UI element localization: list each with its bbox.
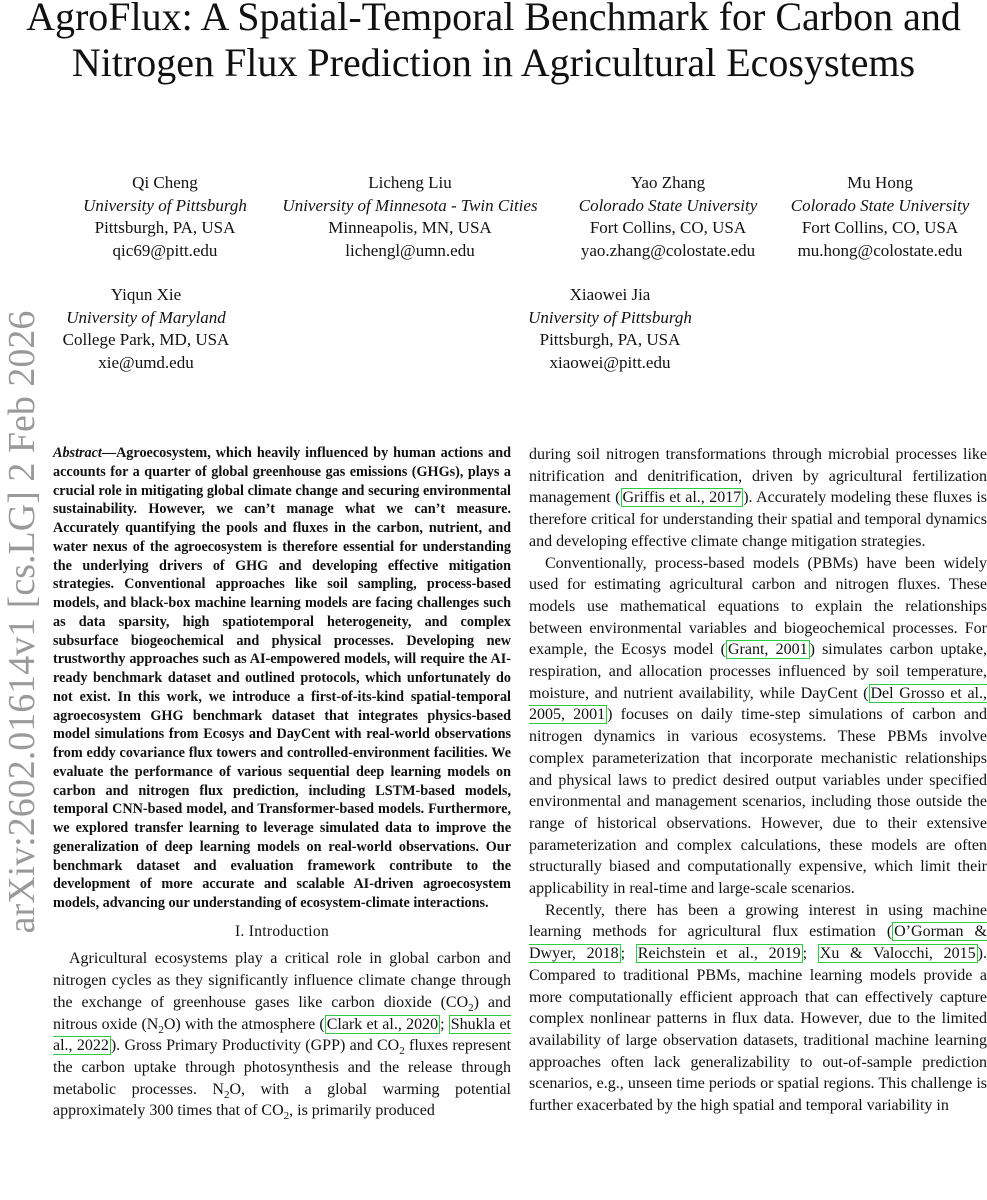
right-column: [529, 444, 987, 1117]
section-heading: I. Introduction: [234, 922, 330, 940]
body-paragraph: Conventionally, process-based models (PBMs) have been widely used for estimating agricultural carbon and nitrogen fluxes. These models use mathematical equations to explain the relationships between environmental variables and biogeochemical processes. For example, the Ecosys model ( Grant, 2001 ) simulates carbon uptake, respiration, and allocation processes influenced by soil temperature, moisture, and nutrient availability, while DayCent ( Del Grosso et al., 2005, 2001 ) focuses on daily time-step simulations of carbon and nitrogen dynamics in various ecosystems. These PBMs involve complex parameterization that incorporate mechanistic relationships and physical laws to predict desired output variables under specified environmental and management scenarios, including those outside the range of historical observations. However, due to their extensive parameterization and complex calculations, these models are often structurally biased and computationally expensive, which limit their applicability in real-time and large-scale scenarios.: [529, 554, 987, 898]
author-affiliation: Colorado State University: [790, 195, 970, 215]
citation-link[interactable]: O’Gorman & Dwyer, 2018: [529, 923, 987, 963]
author-affiliation: University of Minnesota - Twin Cities: [282, 195, 538, 215]
author-block: [566, 172, 770, 262]
author-block: [60, 172, 270, 262]
abstract: [53, 444, 511, 913]
citation-link[interactable]: Del Grosso et al., 2005, 2001: [529, 684, 987, 724]
citation-link[interactable]: Clark et al., 2020: [326, 1015, 439, 1033]
arxiv-identifier: arXiv:2602.01614v1 [cs.LG] 2 Feb 2026: [1, 310, 43, 934]
citation-link[interactable]: Shukla et al., 2022: [53, 1015, 511, 1055]
author-email: yao.zhang@colostate.edu: [580, 240, 756, 260]
citation-link[interactable]: Grant, 2001: [728, 641, 808, 659]
citation-link[interactable]: Reichstein et al., 2019: [637, 945, 801, 963]
author-affiliation: University of Pittsburgh: [83, 195, 247, 215]
citation-link[interactable]: Xu & Valocchi, 2015: [819, 945, 976, 963]
author-email: lichengl@umn.edu: [345, 240, 475, 260]
paper-title: AgroFlux: A Spatial-Temporal Benchmark for Carbon and Nitrogen Flux Prediction in Agricultural Ecosystems: [26, 0, 961, 85]
abstract-text: —Agroecosystem, which heavily influenced by human actions and accounts for a quarter of global greenhouse gas emissions (GHGs), plays a crucial role in mitigating global climate change and securing environmental sustainability. However, we can’t manage what we can’t measure. Accurately quantifying the pools and fluxes in the carbon, nutrient, and water nexus of the agroecosystem is therefore essential for understanding the underlying drivers of GHG and developing effective mitigation strategies. Conventional approaches like soil sampling, process-based models, and black-box machine learning models are facing challenges such as data sparsity, high spatiotemporal heterogeneity, and complex subsurface biogeochemical and physical processes. Developing new trustworthy approaches such as AI-empowered models, will require the AI-ready benchmark dataset and outlined protocols, which unfortunately do not exist. In this work, we introduce a first-of-its-kind spatial-temporal agroecosystem GHG benchmark dataset that integrates physics-based model simulations from Ecosys and DayCent with real-world observations from eddy covariance flux towers and controlled-environment facilities. We evaluate the performance of various sequential deep learning models on carbon and nitrogen flux prediction, including LSTM-based models, temporal CNN-based model, and Transformer-based models. Furthermore, we explored transfer learning to leverage simulated data to improve the generalization of deep learning models on real-world observations. Our benchmark dataset and evaluation framework contribute to the development of more accurate and scalable AI-driven agroecosystem models, advancing our understanding of ecosystem-climate interactions.: [53, 445, 511, 911]
citation-link[interactable]: Griffis et al., 2017: [622, 489, 742, 507]
author-block: [268, 172, 552, 262]
author-email: qic69@pitt.edu: [112, 240, 218, 260]
author-name: Qi Cheng: [132, 173, 198, 192]
author-location: College Park, MD, USA: [62, 330, 230, 349]
author-block: [780, 172, 980, 262]
author-location: Fort Collins, CO, USA: [801, 218, 959, 237]
author-location: Pittsburgh, PA, USA: [539, 330, 681, 349]
author-name: Licheng Liu: [368, 173, 452, 192]
left-column: [53, 444, 511, 1122]
author-email: xie@umd.edu: [98, 352, 194, 372]
intro-paragraph: Agricultural ecosystems play a critical role in global carbon and nitrogen cycles as they significantly influence climate change through the exchange of greenhouse gases like carbon dioxide $(CO_2)$ and nitrous oxide $(N_2O)$ with the atmosphere ( Clark et al., 2020 ; Shukla et al., 2022 ). Gross Primary Productivity (GPP) and $CO_2$ fluxes represent the carbon uptake through photosynthesis and the release through metabolic processes. $N_2O$, with a global warming potential approximately 300 times that of $CO_2$, is primarily produced: [53, 950, 512, 1123]
body-paragraph: during soil nitrogen transformations through microbial processes like nitrification and denitrification, driven by agricultural fertilization management ( Griffis et al., 2017 ). Accurately modeling these fluxes is therefore critical for understanding their spatial and temporal dynamics and developing effective climate change mitigation strategies.: [529, 446, 987, 550]
author-location: Pittsburgh, PA, USA: [94, 218, 236, 237]
author-affiliation: University of Maryland: [66, 307, 226, 327]
author-name: Yiqun Xie: [110, 285, 182, 304]
abstract-label: Abstract: [53, 445, 102, 461]
author-location: Minneapolis, MN, USA: [328, 218, 492, 237]
body-paragraph: Recently, there has been a growing interest in using machine learning methods for agricultural flux estimation ( O’Gorman & Dwyer, 2018 ; Reichstein et al., 2019 ; Xu & Valocchi, 2015 ). Compared to traditional PBMs, machine learning models provide a more computationally efficient approach that can effectively capture complex nonlinear patterns in flux data. However, due to the limited availability of large observation datasets, traditional machine learning approaches often lack generalizability to out-of-sample prediction scenarios, e.g., unseen time periods or spatial regions. This challenge is further exacerbated by the high spatial and temporal variability in: [529, 901, 987, 1115]
author-block: [500, 284, 720, 374]
author-name: Yao Zhang: [630, 173, 706, 192]
author-email: xiaowei@pitt.edu: [549, 352, 671, 372]
author-affiliation: University of Pittsburgh: [528, 307, 692, 327]
author-affiliation: Colorado State University: [578, 195, 758, 215]
author-block: [40, 284, 252, 374]
author-email: mu.hong@colostate.edu: [797, 240, 963, 260]
author-name: Xiaowei Jia: [569, 285, 651, 304]
author-name: Mu Hong: [847, 173, 913, 192]
author-location: Fort Collins, CO, USA: [589, 218, 747, 237]
